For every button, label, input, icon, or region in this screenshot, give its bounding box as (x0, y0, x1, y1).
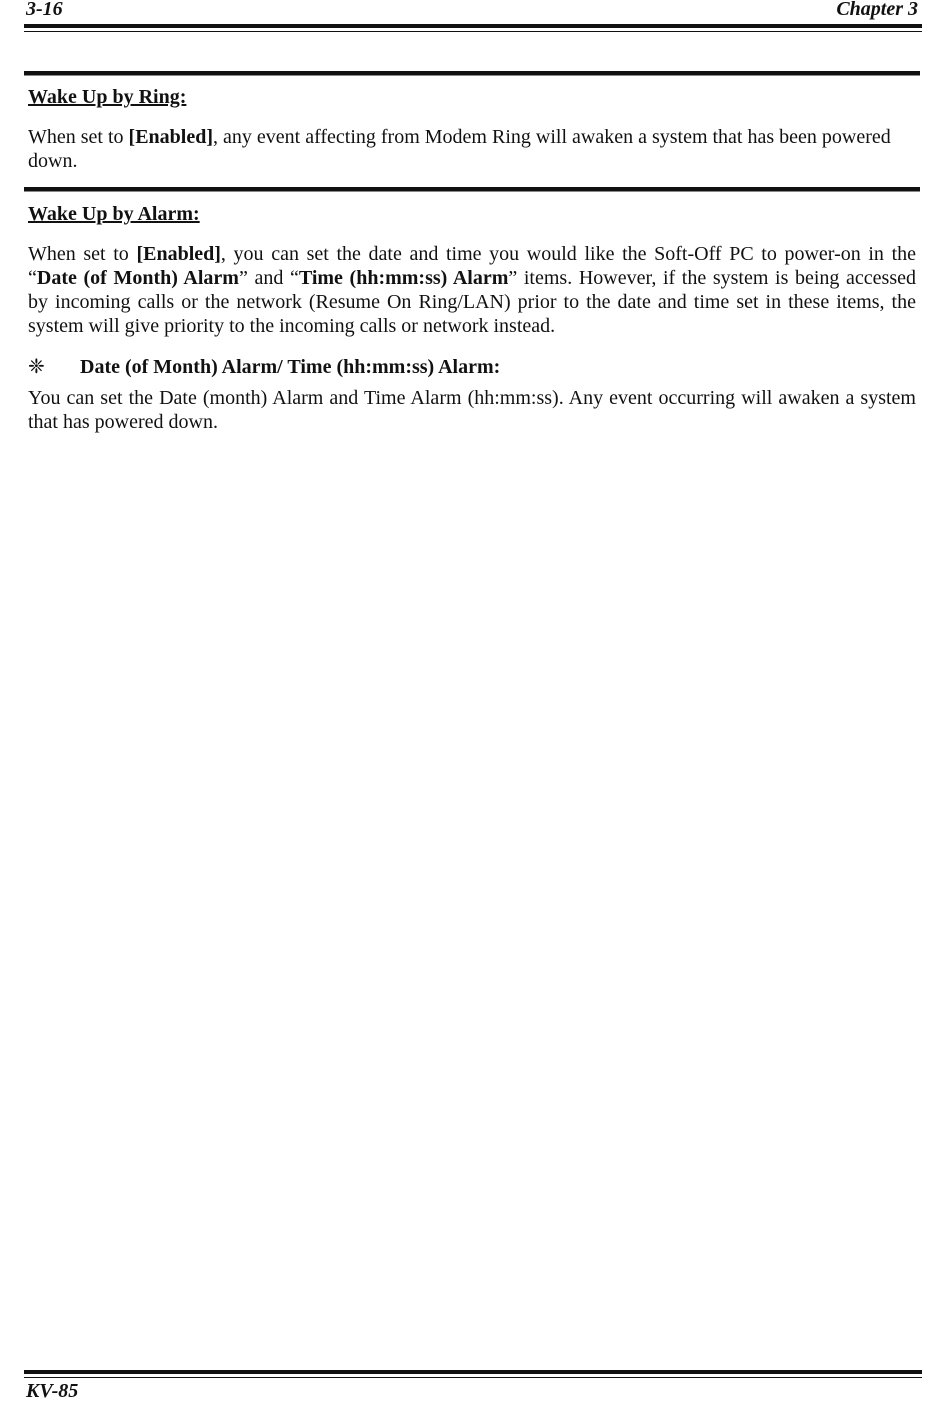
header-rule-thick (24, 24, 922, 28)
page-number: 3-16 (26, 0, 63, 20)
footer-rule-thin (24, 1377, 922, 1378)
chapter-label: Chapter 3 (836, 0, 918, 20)
paragraph-wake-alarm: When set to [Enabled], you can set the date and time you would like the Soft-Off PC to power-on in the “Date (of Month) Alarm” and “Time (hh:mm:ss) Alarm” items. However, if the system is being accessed by incoming calls or the network (Resume On Ring/LAN) prior to the date and time set in these items, the system will give priority to the incoming calls or network instead. (28, 243, 917, 337)
paragraph-date-time: You can set the Date (month) Alarm and Time Alarm (hh:mm:ss). Any event occurring will awaken a system that has powered down. (28, 387, 916, 433)
section-divider (24, 187, 920, 192)
footer-label: KV-85 (26, 1380, 79, 1402)
header-rule-thin (24, 31, 922, 32)
section-heading-wake-ring: Wake Up by Ring: (28, 86, 187, 108)
section-heading-wake-alarm: Wake Up by Alarm: (28, 203, 200, 225)
subsection-heading-date-time: ❈ Date (of Month) Alarm/ Time (hh:mm:ss) Alarm: (28, 356, 501, 378)
footer-rule-thick (24, 1370, 922, 1374)
paragraph-wake-ring: When set to [Enabled], any event affecting from Modem Ring will awaken a system that has been powered down. (28, 126, 891, 172)
asterisk-bullet-icon: ❈ (28, 356, 45, 378)
section-divider (24, 71, 920, 76)
